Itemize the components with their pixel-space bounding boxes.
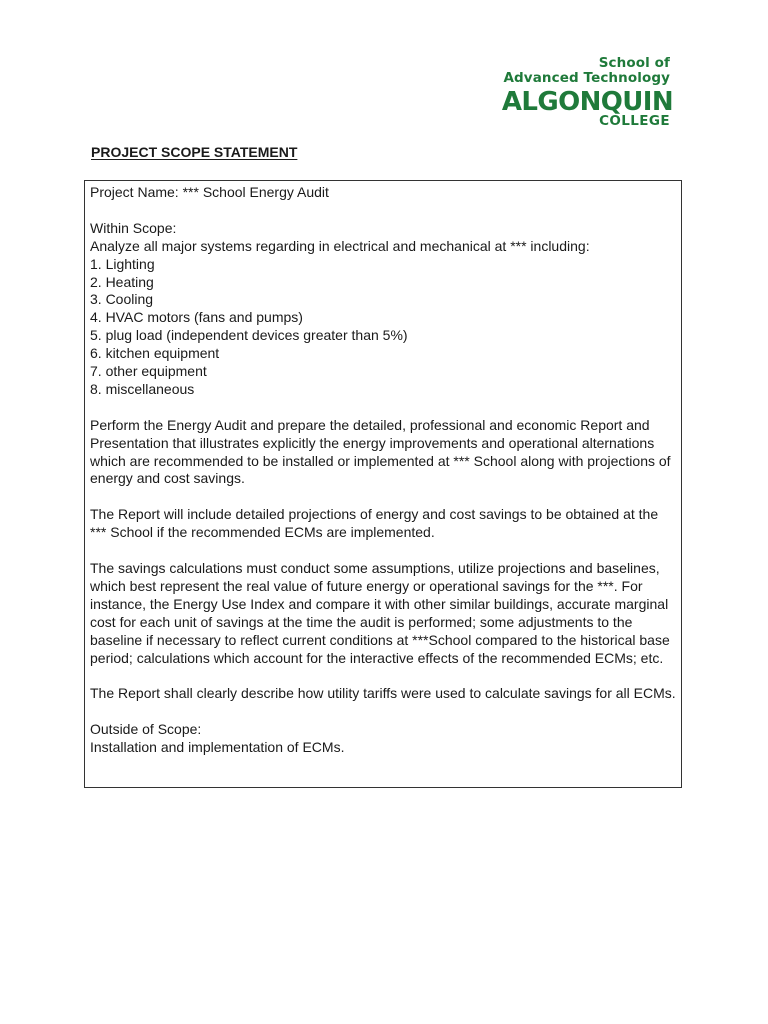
list-item: 2. Heating — [90, 273, 154, 290]
list-item: 1. Lighting — [90, 255, 155, 272]
paragraph-report-projections: The Report will include detailed projections of energy and cost savings to be obtained at the *** School if the recommended ECMs are implemented. — [90, 506, 659, 541]
logo-school-of: School of — [598, 55, 670, 71]
outside-scope-heading: Outside of Scope: — [90, 721, 202, 738]
list-item: 6. kitchen equipment — [90, 345, 220, 362]
logo-college: COLLEGE — [599, 113, 670, 129]
outside-scope-text: Installation and implementation of ECMs. — [90, 739, 345, 755]
paragraph-utility-tariffs: The Report shall clearly describe how utility tariffs were used to calculate savings for all ECMs. — [90, 685, 676, 702]
list-item: 7. other equipment — [90, 363, 207, 380]
college-logo — [490, 55, 673, 136]
logo-algonquin: ALGONQUIN — [501, 87, 673, 117]
within-scope-intro: Analyze all major systems regarding in electrical and mechanical at *** including: — [90, 237, 590, 254]
list-item: 8. miscellaneous — [90, 380, 195, 397]
logo-advanced-technology: Advanced Technology — [503, 70, 670, 86]
list-item: 4. HVAC motors (fans and pumps) — [90, 309, 303, 326]
page-title: PROJECT SCOPE STATEMENT — [91, 144, 298, 160]
paragraph-savings-calculations: The savings calculations must conduct some assumptions, utilize projections and baselines, which best represent the real value of future energy or operational savings for the ***. For instance, the Energy Use Index and compare it with other similar buildings, accurate marginal cost for each unit of savings at the time the audit is performed; some adjustments to the baseline if necessary to reflect current conditions at ***School compared to the historical base period; calculations which account for the interactive effects of the recommended ECMs; etc. — [90, 559, 670, 666]
list-item: 5. plug load (independent devices greater than 5%) — [90, 327, 408, 344]
paragraph-energy-audit: Perform the Energy Audit and prepare the detailed, professional and economic Report and Presentation that illustrates explicitly the energy improvements and operational alternations which are recommended to be installed or implemented at *** School along with projections of energy and cost savings. — [90, 416, 671, 487]
within-scope-section — [90, 220, 676, 399]
scope-statement-box — [84, 180, 682, 788]
within-scope-heading: Within Scope: — [90, 219, 177, 236]
project-name: Project Name: *** School Energy Audit — [90, 184, 329, 200]
list-item: 3. Cooling — [90, 291, 154, 308]
systems-list — [90, 256, 676, 399]
outside-scope-section — [90, 721, 676, 757]
